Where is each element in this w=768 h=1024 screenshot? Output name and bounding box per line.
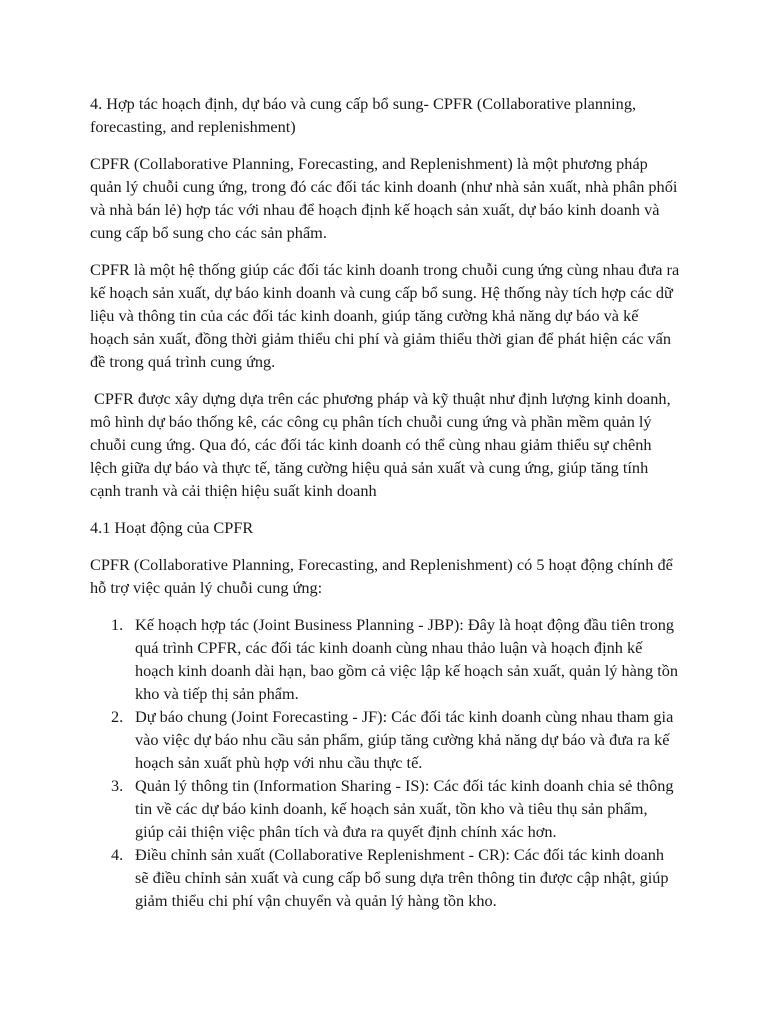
list-item [90, 843, 680, 912]
list-item-text: Điều chỉnh sản xuất (Collaborative Replenishment - CR): Các đối tác kinh doanh sẽ điều chỉnh sản xuất và cung cấp bổ sung dựa trên thông tin được cập nhật, giúp giảm thiểu chi phí vận chuyển và quản lý hàng tồn kho. [135, 845, 669, 910]
list-item-text: Quản lý thông tin (Information Sharing - IS): Các đối tác kinh doanh chia sẻ thông tin về các dự báo kinh doanh, kế hoạch sản xuất, tồn kho và tiêu thụ sản phẩm, giúp cải thiện việc phân tích và đưa ra quyết định chính xác hơn. [135, 776, 674, 841]
paragraph-system: CPFR là một hệ thống giúp các đối tác kinh doanh trong chuỗi cung ứng cùng nhau đưa ra kế hoạch sản xuất, dự báo kinh doanh và cung cấp bổ sung. Hệ thống này tích hợp các dữ liệu và thông tin của các đối tác kinh doanh, giúp tăng cường khả năng dự báo và kế hoạch sản xuất, đồng thời giảm thiểu chi phí và giảm thiểu thời gian để phát hiện các vấn đề trong quá trình cung ứng. [90, 260, 680, 371]
section-intro: CPFR (Collaborative Planning, Forecasting, and Replenishment) có 5 hoạt động chính để hỗ trợ việc quản lý chuỗi cung ứng: [90, 555, 673, 597]
activities-list [90, 613, 680, 912]
list-item [90, 613, 680, 705]
list-item-number: 1. [111, 615, 124, 634]
heading-cpfr: 4. Hợp tác hoạch định, dự báo và cung cấp bổ sung- CPFR (Collaborative planning, forecasting, and replenishment) [90, 94, 637, 136]
list-item [90, 774, 680, 843]
list-item-number: 3. [111, 776, 124, 795]
list-item-text: Kế hoạch hợp tác (Joint Business Planning - JBP): Đây là hoạt động đầu tiên trong quá trình CPFR, các đối tác kinh doanh cùng nhau thảo luận và hoạch định kế hoạch kinh doanh dài hạn, bao gồm cả việc lập kế hoạch sản xuất, quản lý hàng tồn kho và tiếp thị sản phẩm. [135, 615, 678, 703]
list-item-number: 4. [111, 845, 124, 864]
paragraph-definition: CPFR (Collaborative Planning, Forecasting, and Replenishment) là một phương pháp quản lý chuỗi cung ứng, trong đó các đối tác kinh doanh (như nhà sản xuất, nhà phân phối và nhà bán lẻ) hợp tác với nhau để hoạch định kế hoạch sản xuất, dự báo kinh doanh và cung cấp bổ sung cho các sản phẩm. [90, 154, 678, 242]
paragraph-methods: CPFR được xây dựng dựa trên các phương pháp và kỹ thuật như định lượng kinh doanh, mô hình dự báo thống kê, các công cụ phân tích chuỗi cung ứng và phần mềm quản lý chuỗi cung ứng. Qua đó, các đối tác kinh doanh có thể cùng nhau giảm thiểu sự chênh lệch giữa dự báo và thực tế, tăng cường hiệu quả sản xuất và cung ứng, giúp tăng tính cạnh tranh và cải thiện hiệu suất kinh doanh [90, 389, 671, 500]
list-item-text: Dự báo chung (Joint Forecasting - JF): Các đối tác kinh doanh cùng nhau tham gia vào việc dự báo nhu cầu sản phẩm, giúp tăng cường khả năng dự báo và đưa ra kế hoạch sản xuất phù hợp với nhu cầu thực tế. [135, 707, 674, 772]
list-item-number: 2. [111, 707, 124, 726]
section-heading: 4.1 Hoạt động của CPFR [90, 518, 254, 537]
list-item [90, 705, 680, 774]
document-page [90, 92, 680, 912]
